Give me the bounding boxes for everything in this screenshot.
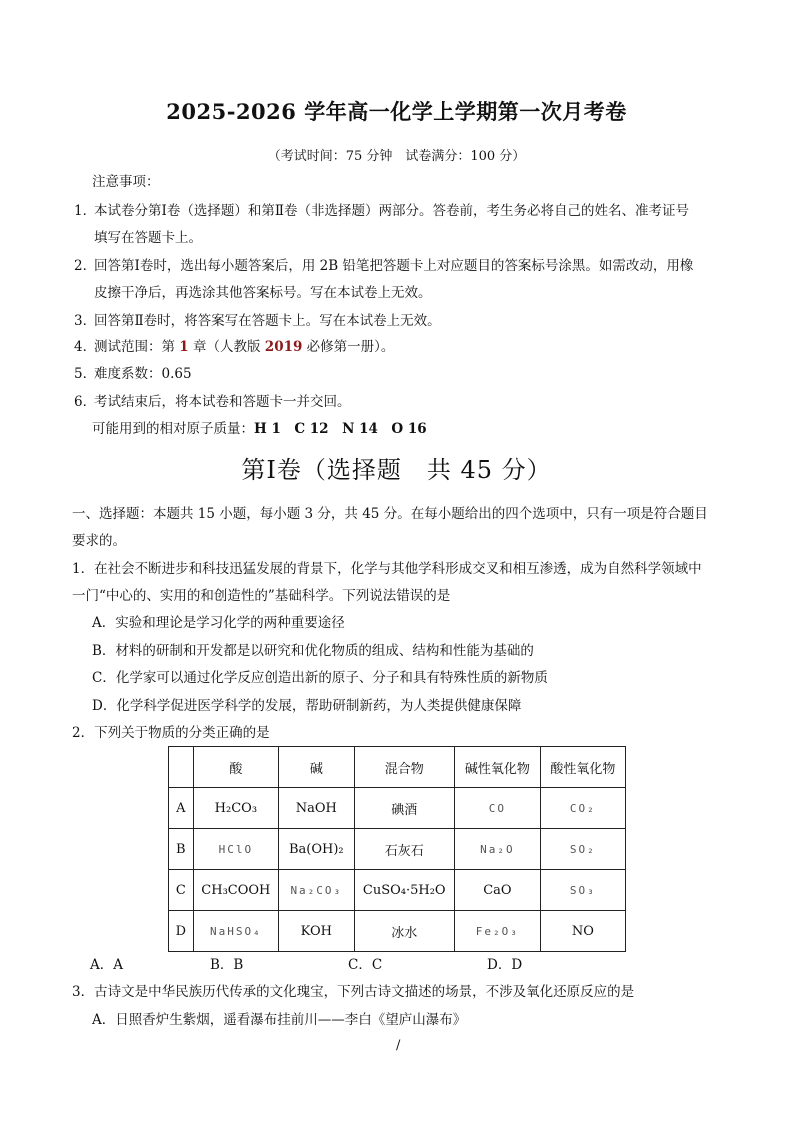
notice-num: 6． xyxy=(74,394,97,410)
table-header-cell: 酸 xyxy=(193,747,279,788)
atomic-mass-values: H 1 C 12 N 14 O 16 xyxy=(254,421,427,437)
notice-item-5 xyxy=(74,364,192,384)
notice-text: 考试结束后，将本试卷和答题卡一并交回。 xyxy=(94,394,351,410)
table-header-cell: 碱 xyxy=(279,747,354,788)
table-row xyxy=(169,829,626,870)
question-1-option-c: C．化学家可以通过化学反应创造出新的原子、分子和具有特殊性质的新物质 xyxy=(92,670,548,686)
notice-item-3 xyxy=(74,311,441,331)
question-1-stem-cont: 一门“中心的、实用的和创造性的”基础科学。下列说法错误的是 xyxy=(72,588,451,604)
edition-year: 2019 xyxy=(264,339,303,355)
part1-instructions: 一、选择题：本题共 15 小题，每小题 3 分，共 45 分。在每小题给出的四个选项中，只有一项是符合题目 xyxy=(72,506,708,522)
notice-num: 3． xyxy=(74,313,97,329)
acidic-oxide-cell: NO xyxy=(540,911,625,952)
section-title: 第Ⅰ卷（选择题 共 45 分） xyxy=(241,456,552,484)
notice-item-2-cont: 皮擦干净后，再选涂其他答案标号。写在本试卷上无效。 xyxy=(94,285,432,301)
notice-item-6 xyxy=(74,392,351,412)
table-header-cell: 酸性氧化物 xyxy=(540,747,625,788)
basic-oxide-cell: CO xyxy=(455,788,541,829)
notice-item-1 xyxy=(74,201,689,221)
mixture-cell: 石灰石 xyxy=(354,829,454,870)
question-2-choice-c: C．C xyxy=(348,957,383,973)
acid-cell: H₂CO₃ xyxy=(193,788,279,829)
acid-cell: CH₃COOH xyxy=(193,870,279,911)
row-label: C xyxy=(169,870,194,911)
notice-text-pre: 测试范围：第 xyxy=(94,339,180,355)
chapter-number: 1 xyxy=(179,339,189,355)
notice-text: 本试卷分第Ⅰ卷（选择题）和第Ⅱ卷（非选择题）两部分。答卷前，考生务必将自己的姓名、准考证号 xyxy=(94,203,690,219)
row-label: D xyxy=(169,911,194,952)
basic-oxide-cell: Fe₂O₃ xyxy=(455,911,541,952)
notice-text-mid: 章（人教版 xyxy=(188,339,265,355)
exam-title: 2025-2026 学年高一化学上学期第一次月考卷 xyxy=(166,99,627,124)
question-2-stem: 2．下列关于物质的分类正确的是 xyxy=(72,725,270,741)
notice-num: 2． xyxy=(74,258,97,274)
basic-oxide-cell: Na₂O xyxy=(455,829,541,870)
table-row xyxy=(169,870,626,911)
question-1-option-d: D．化学科学促进医学科学的发展，帮助研制新药，为人类提供健康保障 xyxy=(92,698,522,714)
question-1-option-a: A．实验和理论是学习化学的两种重要途径 xyxy=(92,615,345,631)
basic-oxide-cell: CaO xyxy=(455,870,541,911)
question-2-choice-a: A．A xyxy=(90,957,123,973)
atomic-mass-line xyxy=(92,419,427,439)
acidic-oxide-cell: CO₂ xyxy=(540,788,625,829)
mixture-cell: CuSO₄·5H₂O xyxy=(354,870,454,911)
mixture-cell: 冰水 xyxy=(354,911,454,952)
notice-text: 回答第Ⅰ卷时，选出每小题答案后，用 2B 铅笔把答题卡上对应题目的答案标号涂黑。如需改动，用橡 xyxy=(94,258,694,274)
notice-text-post: 必修第一册）。 xyxy=(302,339,395,355)
base-cell: KOH xyxy=(279,911,354,952)
row-label: A xyxy=(169,788,194,829)
base-cell: NaOH xyxy=(279,788,354,829)
row-label: B xyxy=(169,829,194,870)
table-header-row xyxy=(169,747,626,788)
page-number-mark: / xyxy=(396,1038,401,1053)
notice-num: 1． xyxy=(74,203,97,219)
table-header-cell: 混合物 xyxy=(354,747,454,788)
base-cell: Na₂CO₃ xyxy=(279,870,354,911)
acid-cell: HClO xyxy=(193,829,279,870)
question-2-choice-b: B．B xyxy=(210,957,244,973)
acidic-oxide-cell: SO₃ xyxy=(540,870,625,911)
atomic-mass-label: 可能用到的相对原子质量： xyxy=(92,421,254,437)
table-row xyxy=(169,788,626,829)
classification-table xyxy=(168,746,626,952)
exam-subtitle: （考试时间：75 分钟 试卷满分：100 分） xyxy=(267,149,526,164)
question-3-stem: 3．古诗文是中华民族历代传承的文化瑰宝，下列古诗文描述的场景，不涉及氧化还原反应的是 xyxy=(72,984,635,1000)
notice-item-2 xyxy=(74,256,693,276)
question-2-choice-d: D．D xyxy=(487,957,523,973)
table-header-cell xyxy=(169,747,194,788)
notice-text: 难度系数：0.65 xyxy=(94,366,192,382)
question-3-option-a: A．日照香炉生紫烟，遥看瀑布挂前川——李白《望庐山瀑布》 xyxy=(92,1012,467,1028)
notice-heading: 注意事项： xyxy=(92,174,160,190)
part1-instructions-cont: 要求的。 xyxy=(72,533,126,549)
notice-item-1-cont: 填写在答题卡上。 xyxy=(94,230,202,246)
table-row xyxy=(169,911,626,952)
acid-cell: NaHSO₄ xyxy=(193,911,279,952)
notice-num: 4． xyxy=(74,339,97,355)
notice-text: 回答第Ⅱ卷时，将答案写在答题卡上。写在本试卷上无效。 xyxy=(94,313,441,329)
question-1-stem: 1．在社会不断进步和科技迅猛发展的背景下，化学与其他学科形成交叉和相互渗透，成为自然科学领域中 xyxy=(72,561,702,577)
base-cell: Ba(OH)₂ xyxy=(279,829,354,870)
mixture-cell: 碘酒 xyxy=(354,788,454,829)
notice-item-4 xyxy=(74,337,394,357)
question-1-option-b: B．材料的研制和开发都是以研究和优化物质的组成、结构和性能为基础的 xyxy=(92,643,534,659)
notice-num: 5． xyxy=(74,366,97,382)
table-header-cell: 碱性氧化物 xyxy=(455,747,541,788)
acidic-oxide-cell: SO₂ xyxy=(540,829,625,870)
